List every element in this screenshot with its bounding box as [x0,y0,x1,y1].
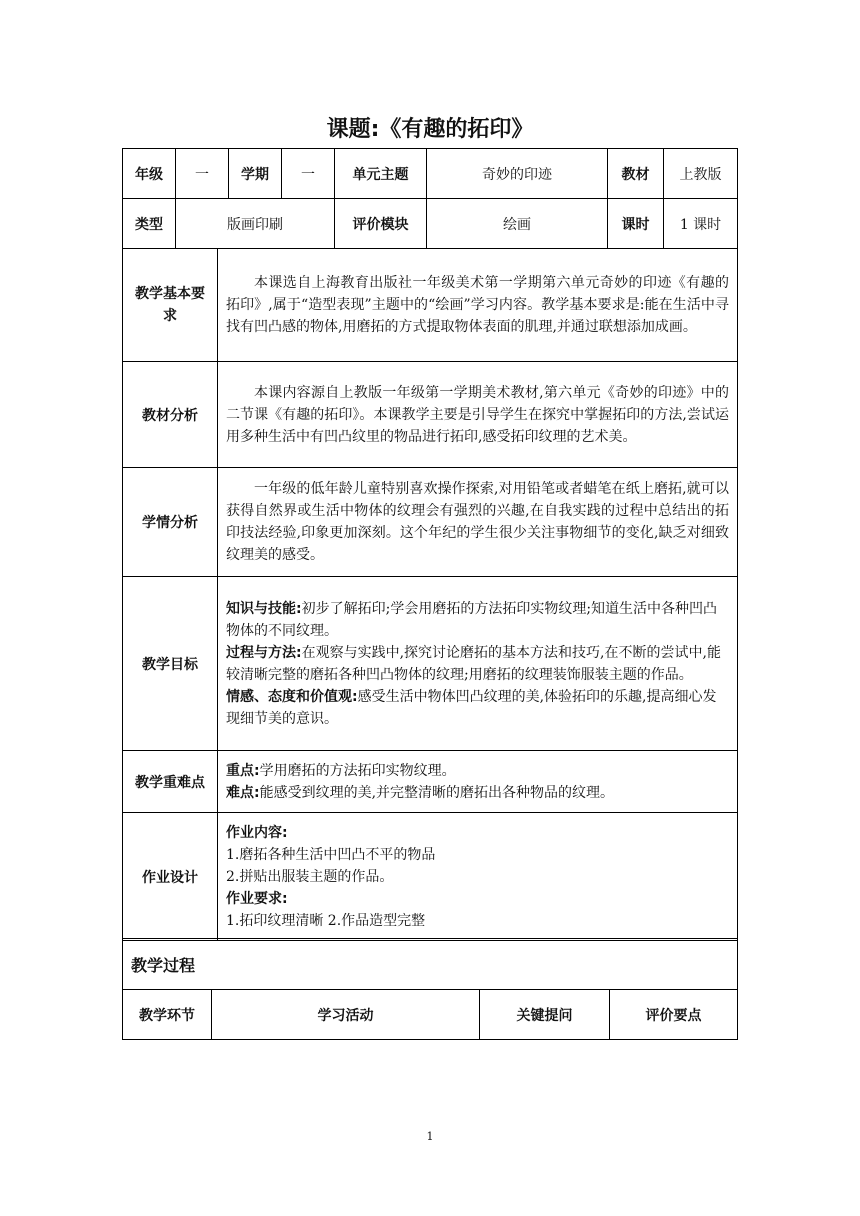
homework-label: 作业设计 [123,813,218,941]
students-cell [218,468,738,577]
lesson-detail-table [122,248,738,941]
module-value: 绘画 [427,199,608,249]
goal-knowledge-text: 初步了解拓印;学会用磨拓的方法拓印实物纹理;知道生活中各种凹凸物体的不同纹理。 [226,600,718,639]
students-text: 一年级的低年龄儿童特别喜欢操作探索,对用铅笔或者蜡笔在纸上磨拓,就可以获得自然界或生活中物体的纹理会有强烈的兴趣,在自我实践的过程中总结出的拓印技法经验,印象更加深刻。这个年纪的学生很少关注事物细节的变化,缺乏对细致纹理美的感受。 [226,481,729,563]
goal-emotion-text: 感受生活中物体凹凸纹理的美,体验拓印的乐趣,提高细心发现细节美的意识。 [226,688,717,727]
difficulty-label: 难点: [226,784,260,801]
keypoints-cell [218,751,738,813]
homework-item-1: 1.磨拓各种生活中凹凸不平的物品 [226,846,436,863]
page-number: 1 [426,1130,434,1143]
goal-process-text: 在观察与实践中,探究讨论磨拓的基本方法和技巧,在不断的尝试中,能较清晰完整的磨拓各种凹凸物体的纹理;用磨拓的纹理装饰服装主题的作品。 [226,644,721,683]
textbook-value: 上教版 [664,149,738,199]
module-label: 评价模块 [335,199,427,249]
grade-label: 年级 [123,149,176,199]
process-col-evaluation: 评价要点 [610,990,738,1040]
lesson-info-table [122,148,738,249]
goal-process-label: 过程与方法: [226,644,302,661]
goal-emotion-label: 情感、态度和价值观: [226,688,358,705]
material-label: 教材分析 [123,362,218,468]
difficulty-text: 能感受到纹理的美,并完整清晰的磨拓出各种物品的纹理。 [259,784,615,801]
grade-value: 一 [176,149,229,199]
type-label: 类型 [123,199,176,249]
focus-line [226,760,729,782]
difficulty-line [226,782,729,804]
homework-content-label: 作业内容: [226,824,288,841]
basic-req-label: 教学基本要求 [123,249,218,362]
unit-label: 单元主题 [335,149,427,199]
homework-cell [218,813,738,941]
term-value: 一 [282,149,335,199]
focus-text: 学用磨拓的方法拓印实物纹理。 [259,762,456,779]
goals-cell [218,577,738,751]
homework-item-2: 2.拼贴出服装主题的作品。 [226,868,394,885]
homework-req-text: 1.拓印纹理清晰 2.作品造型完整 [226,912,426,929]
students-label: 学情分析 [123,468,218,577]
homework-req-label: 作业要求: [226,890,288,907]
hours-value: 1 课时 [664,199,738,249]
page-title: 课题:《有趣的拓印》 [326,117,534,142]
keypoints-label: 教学重难点 [123,751,218,813]
type-value: 版画印刷 [176,199,335,249]
goals-label: 教学目标 [123,577,218,751]
hours-label: 课时 [608,199,664,249]
basic-req-cell [218,249,738,362]
goal-emotion [226,686,729,730]
process-col-question: 关键提问 [480,990,610,1040]
goal-knowledge-label: 知识与技能: [226,600,302,617]
process-title: 教学过程 [123,939,738,990]
material-text: 本课内容源自上教版一年级第一学期美术教材,第六单元《奇妙的印迹》中的二节课《有趣的拓印》。本课教学主要是引导学生在探究中掌握拓印的方法,尝试运用多种生活中有凹凸纹里的物品进行拓印,感受拓印纹理的艺术美。 [226,384,729,445]
textbook-label: 教材 [608,149,664,199]
goal-knowledge [226,598,729,642]
process-col-activity: 学习活动 [212,990,480,1040]
unit-value: 奇妙的印迹 [427,149,608,199]
material-cell [218,362,738,468]
term-label: 学期 [229,149,282,199]
basic-req-text: 本课选自上海教育出版社一年级美术第一学期第六单元奇妙的印迹《有趣的拓印》,属于“造型表现”主题中的“绘画”学习内容。教学基本要求是:能在生活中寻找有凹凸感的物体,用磨拓的方式提取物体表面的肌理,并通过联想添加成画。 [226,275,729,335]
focus-label: 重点: [226,762,260,779]
goal-process [226,642,729,686]
process-table [122,938,738,1040]
process-col-stage: 教学环节 [123,990,212,1040]
